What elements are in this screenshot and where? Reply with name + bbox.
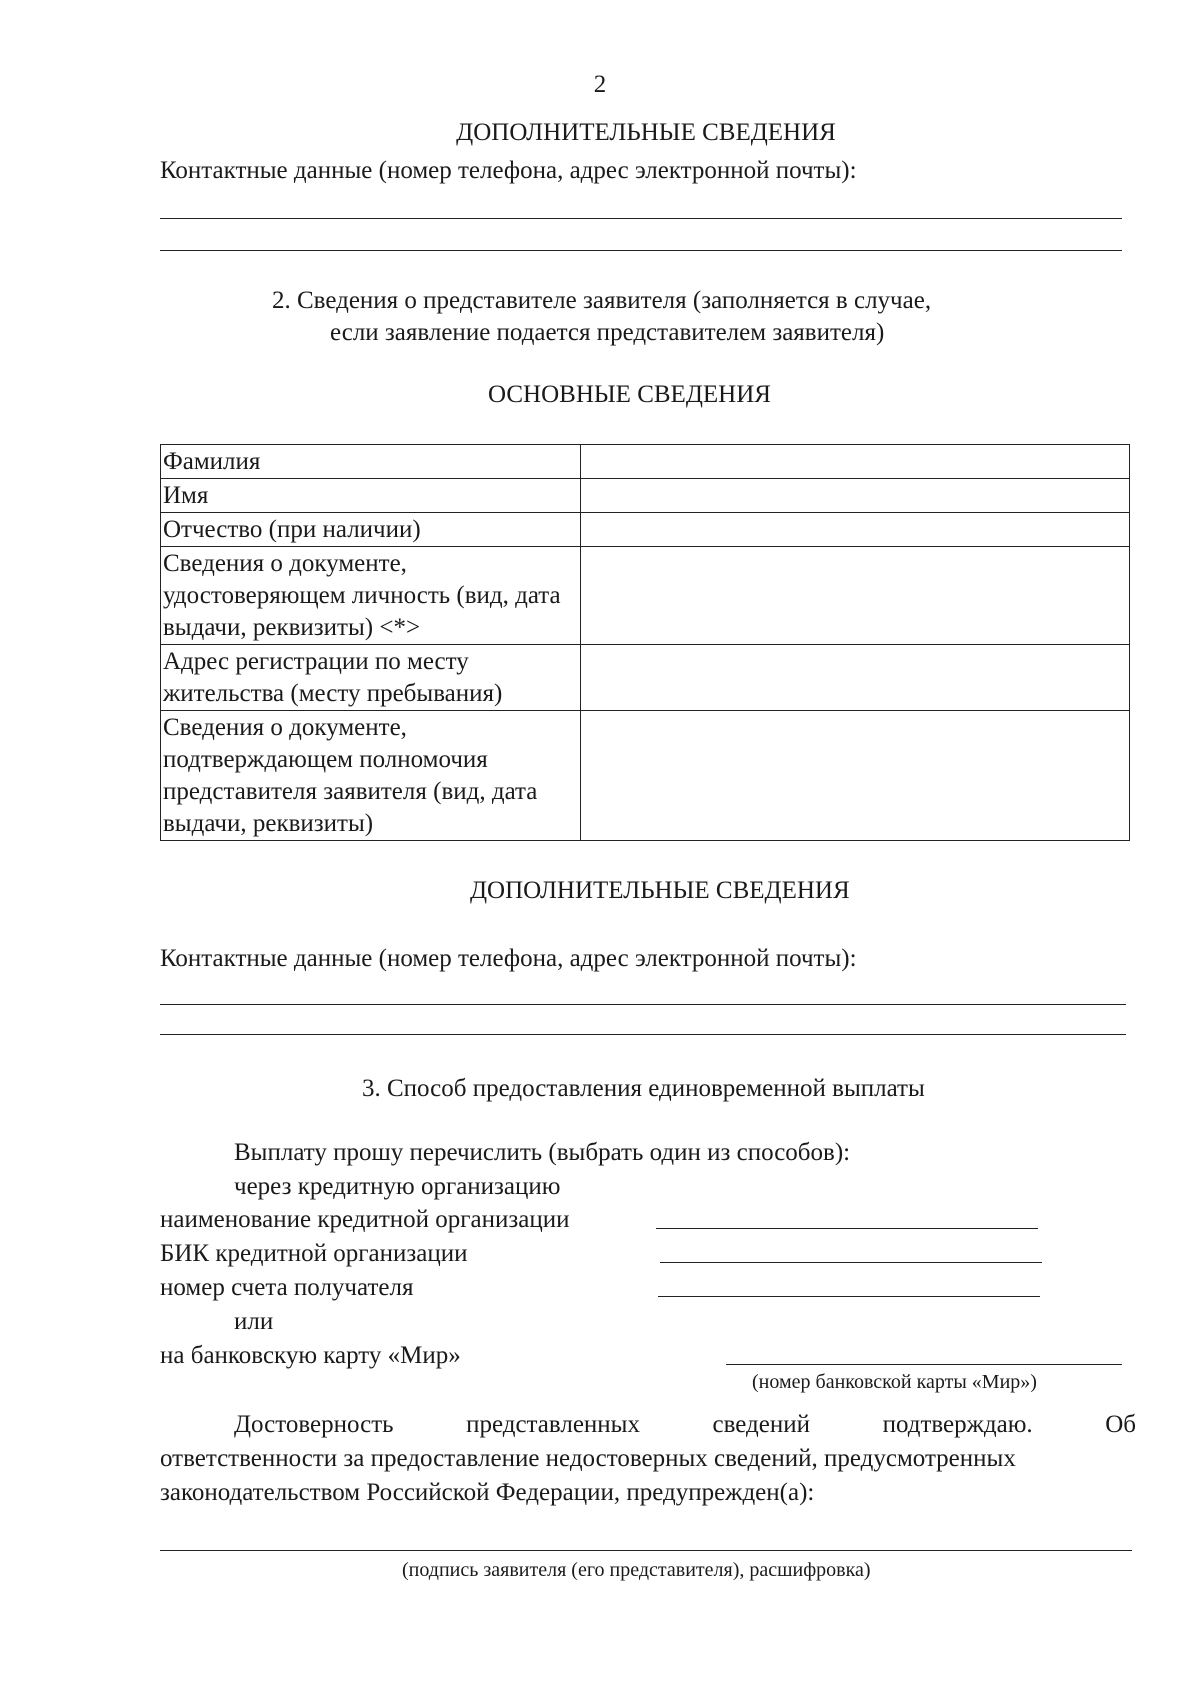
confirmation-line-2: ответственности за предоставление недостоверных сведений, предусмотренных [160,1445,1016,1472]
account-field[interactable] [658,1296,1040,1297]
table-row [161,711,1130,841]
bank-name-field[interactable] [656,1228,1038,1229]
confirmation-word: сведений [712,1411,811,1438]
representative-main-heading: ОСНОВНЫЕ СВЕДЕНИЯ [488,381,771,408]
representative-section-title-2: если заявление подается представителем заявителя) [330,319,885,346]
applicant-additional-heading: ДОПОЛНИТЕЛЬНЫЕ СВЕДЕНИЯ [456,119,836,146]
signature-caption: (подпись заявителя (его представителя), расшифровка) [402,1559,871,1581]
row-label-registration-address: Адрес регистрации по месту жительства (месту пребывания) [161,645,581,711]
payment-section-title: 3. Способ предоставления единовременной выплаты [362,1075,925,1102]
page-number: 2 [593,71,607,98]
card-caption: (номер банковской карты «Мир») [752,1371,1037,1393]
applicant-contact-label: Контактные данные (номер телефона, адрес электронной почты): [160,157,857,184]
representative-section-title-1: 2. Сведения о представителе заявителя (заполняется в случае, [272,287,932,314]
row-value-authority-document[interactable] [581,711,1130,841]
table-row [161,547,1130,645]
table-row [161,445,1130,479]
representative-contact-label: Контактные данные (номер телефона, адрес электронной почты): [160,945,857,972]
row-value-registration-address[interactable] [581,645,1130,711]
confirmation-line-3: законодательством Российской Федерации, предупрежден(а): [160,1479,815,1506]
applicant-contact-line-1[interactable] [160,218,1122,219]
card-label: на банковскую карту «Мир» [160,1342,461,1369]
table-row [161,479,1130,513]
account-label: номер счета получателя [160,1274,414,1301]
representative-table [160,444,1130,841]
payment-intro: Выплату прошу перечислить (выбрать один из способов): [234,1139,851,1166]
confirmation-word: Достоверность [234,1411,394,1438]
row-label-surname: Фамилия [161,445,581,479]
table-row [161,645,1130,711]
representative-additional-heading: ДОПОЛНИТЕЛЬНЫЕ СВЕДЕНИЯ [470,877,850,904]
confirmation-word: подтверждаю. [882,1411,1033,1438]
row-value-identity-document[interactable] [581,547,1130,645]
bank-name-label: наименование кредитной организации [160,1206,570,1233]
card-number-field[interactable] [726,1364,1122,1365]
confirmation-line-1 [234,1410,1136,1440]
row-label-identity-document: Сведения о документе, удостоверяющем личность (вид, дата выдачи, реквизиты) <*> [161,547,581,645]
applicant-contact-line-2[interactable] [160,250,1122,251]
row-value-surname[interactable] [581,445,1130,479]
table-row [161,513,1130,547]
representative-contact-line-2[interactable] [160,1034,1126,1035]
row-value-name[interactable] [581,479,1130,513]
option-credit-org: через кредитную организацию [234,1173,561,1200]
bik-field[interactable] [660,1262,1042,1263]
or-label: или [234,1308,274,1335]
row-label-name: Имя [161,479,581,513]
representative-contact-line-1[interactable] [160,1004,1126,1005]
row-label-authority-document: Сведения о документе, подтверждающем полномочия представителя заявителя (вид, дата выдачи, реквизиты) [161,711,581,841]
confirmation-word: Об [1105,1411,1136,1438]
bik-label: БИК кредитной организации [160,1240,468,1267]
row-value-patronymic[interactable] [581,513,1130,547]
confirmation-word: представленных [466,1411,640,1438]
signature-line[interactable] [160,1550,1132,1551]
row-label-patronymic: Отчество (при наличии) [161,513,581,547]
